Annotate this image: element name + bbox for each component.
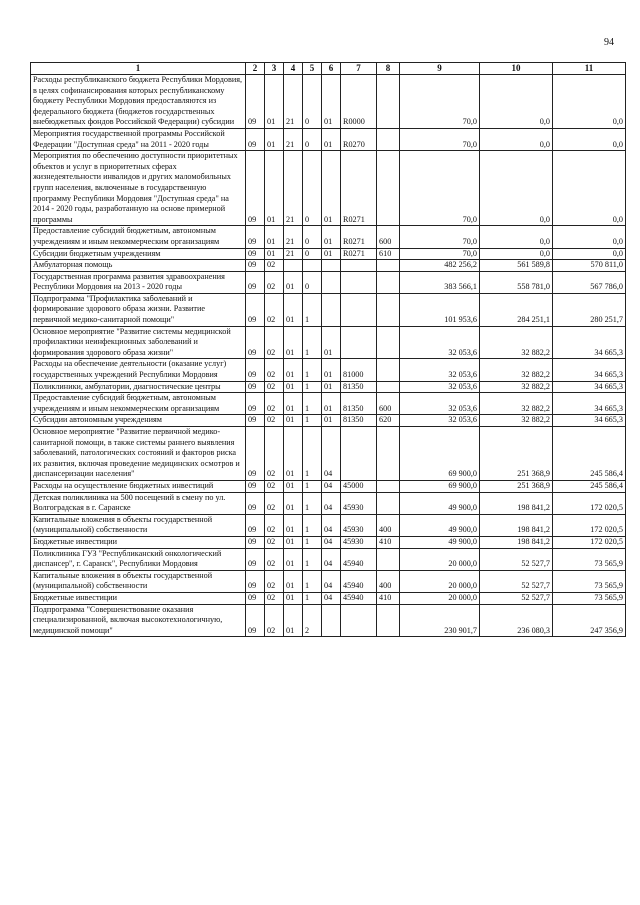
code-cell: 45930	[341, 514, 377, 536]
column-header: 3	[265, 63, 284, 75]
amount-cell: 284 251,1	[480, 293, 553, 326]
amount-cell: 0,0	[553, 128, 626, 150]
code-cell: 45940	[341, 570, 377, 592]
code-cell: 01	[284, 427, 303, 481]
row-name-cell: Основное мероприятие "Развитие системы медицинской профилактики неинфекционных заболеваний и формирования здорового образа жизни"	[31, 326, 246, 359]
code-cell: 01	[265, 128, 284, 150]
row-name-cell: Субсидии автономным учреждениям	[31, 415, 246, 427]
code-cell	[377, 128, 400, 150]
code-cell: 0	[303, 128, 322, 150]
code-cell	[377, 271, 400, 293]
amount-cell: 198 841,2	[480, 492, 553, 514]
row-name-cell: Поликлиника ГУЗ "Республиканский онкологический диспансер", г. Саранск", Республики Мордовия	[31, 548, 246, 570]
code-cell: 09	[246, 248, 265, 260]
table-row	[31, 293, 626, 326]
amount-cell: 567 786,0	[553, 271, 626, 293]
code-cell: 04	[322, 548, 341, 570]
table-row	[31, 260, 626, 272]
row-name-cell: Мероприятия по обеспечению доступности приоритетных объектов и услуг в приоритетных сферах жизнедеятельности инвалидов и других маломобильных групп населения, включенные в государственную программу Республики Мордовия "Доступная среда" на 2014 - 2020 годы, разработанную на основе примерной программы	[31, 151, 246, 226]
amount-cell: 49 900,0	[400, 536, 480, 548]
code-cell: 01	[265, 226, 284, 248]
code-cell	[377, 293, 400, 326]
code-cell: 02	[265, 326, 284, 359]
amount-cell: 561 589,8	[480, 260, 553, 272]
code-cell	[341, 427, 377, 481]
table-row	[31, 415, 626, 427]
code-cell: 04	[322, 570, 341, 592]
code-cell: 02	[265, 381, 284, 393]
code-cell: 21	[284, 75, 303, 129]
code-cell: 02	[265, 415, 284, 427]
code-cell: 09	[246, 271, 265, 293]
amount-cell: 0,0	[480, 226, 553, 248]
column-header: 11	[553, 63, 626, 75]
code-cell	[377, 381, 400, 393]
code-cell	[377, 480, 400, 492]
code-cell: 09	[246, 480, 265, 492]
table-row	[31, 604, 626, 637]
code-cell	[341, 604, 377, 637]
table-row	[31, 271, 626, 293]
code-cell: 0	[303, 151, 322, 226]
amount-cell: 49 900,0	[400, 514, 480, 536]
code-cell: 09	[246, 604, 265, 637]
code-cell: 01	[284, 570, 303, 592]
code-cell: 02	[265, 271, 284, 293]
amount-cell: 0,0	[480, 75, 553, 129]
code-cell: 1	[303, 393, 322, 415]
code-cell	[377, 548, 400, 570]
code-cell: 620	[377, 415, 400, 427]
code-cell: 81350	[341, 381, 377, 393]
code-cell: 610	[377, 248, 400, 260]
amount-cell: 20 000,0	[400, 570, 480, 592]
amount-cell: 251 368,9	[480, 427, 553, 481]
code-cell: 09	[246, 293, 265, 326]
table-row	[31, 548, 626, 570]
code-cell	[284, 260, 303, 272]
code-cell: 0	[303, 248, 322, 260]
row-name-cell: Предоставление субсидий бюджетным, автономным учреждениям и иным некоммерческим организациям	[31, 226, 246, 248]
amount-cell: 32 053,6	[400, 326, 480, 359]
amount-cell: 32 053,6	[400, 359, 480, 381]
amount-cell: 236 080,3	[480, 604, 553, 637]
code-cell	[377, 359, 400, 381]
code-cell	[377, 604, 400, 637]
row-name-cell: Детская поликлиника на 500 посещений в смену по ул. Волгоградская в г. Саранске	[31, 492, 246, 514]
column-header: 2	[246, 63, 265, 75]
row-name-cell: Расходы на осуществление бюджетных инвестиций	[31, 480, 246, 492]
amount-cell: 101 953,6	[400, 293, 480, 326]
code-cell	[322, 293, 341, 326]
amount-cell: 32 882,2	[480, 359, 553, 381]
code-cell: 09	[246, 151, 265, 226]
amount-cell: 32 053,6	[400, 393, 480, 415]
code-cell: 81350	[341, 415, 377, 427]
code-cell: 01	[265, 151, 284, 226]
code-cell: 01	[322, 326, 341, 359]
code-cell: 04	[322, 514, 341, 536]
table-row	[31, 480, 626, 492]
amount-cell: 0,0	[553, 75, 626, 129]
code-cell: 09	[246, 492, 265, 514]
table-row	[31, 427, 626, 481]
column-header: 8	[377, 63, 400, 75]
amount-cell: 34 665,3	[553, 393, 626, 415]
code-cell: 21	[284, 128, 303, 150]
amount-cell: 172 020,5	[553, 514, 626, 536]
code-cell: 0	[303, 226, 322, 248]
code-cell	[322, 260, 341, 272]
code-cell: 1	[303, 381, 322, 393]
code-cell: 01	[284, 480, 303, 492]
table-row	[31, 226, 626, 248]
row-name-cell: Поликлиники, амбулатории, диагностические центры	[31, 381, 246, 393]
amount-cell: 230 901,7	[400, 604, 480, 637]
amount-cell: 52 527,7	[480, 592, 553, 604]
code-cell: 02	[265, 492, 284, 514]
amount-cell: 32 882,2	[480, 381, 553, 393]
amount-cell: 0,0	[480, 248, 553, 260]
table-row	[31, 151, 626, 226]
code-cell: 09	[246, 415, 265, 427]
code-cell	[377, 427, 400, 481]
code-cell: 02	[265, 260, 284, 272]
amount-cell: 0,0	[480, 151, 553, 226]
column-header: 4	[284, 63, 303, 75]
code-cell: 09	[246, 128, 265, 150]
code-cell: 1	[303, 514, 322, 536]
amount-cell: 0,0	[553, 226, 626, 248]
table-body	[31, 75, 626, 637]
code-cell: 600	[377, 393, 400, 415]
amount-cell: 52 527,7	[480, 548, 553, 570]
code-cell	[322, 604, 341, 637]
amount-cell: 70,0	[400, 226, 480, 248]
budget-table	[30, 62, 626, 637]
table-row	[31, 326, 626, 359]
amount-cell: 73 565,9	[553, 570, 626, 592]
code-cell: 01	[284, 592, 303, 604]
code-cell: 2	[303, 604, 322, 637]
code-cell: 01	[284, 415, 303, 427]
code-cell: R0000	[341, 75, 377, 129]
amount-cell: 251 368,9	[480, 480, 553, 492]
code-cell	[377, 260, 400, 272]
code-cell: 01	[322, 248, 341, 260]
code-cell: 01	[322, 128, 341, 150]
code-cell: 02	[265, 359, 284, 381]
table-row	[31, 536, 626, 548]
amount-cell: 69 900,0	[400, 480, 480, 492]
code-cell: 1	[303, 427, 322, 481]
code-cell: 09	[246, 427, 265, 481]
row-name-cell: Расходы республиканского бюджета Республики Мордовия, в целях софинансирования которых республиканскому бюджету Республики Мордовия предоставляются из федерального бюджета (бюджетов государственных внебюджетных фондов Российской Федерации) субсидии	[31, 75, 246, 129]
amount-cell: 34 665,3	[553, 359, 626, 381]
code-cell: 1	[303, 548, 322, 570]
code-cell: 01	[322, 359, 341, 381]
code-cell: 1	[303, 415, 322, 427]
code-cell: 09	[246, 393, 265, 415]
code-cell: R0271	[341, 248, 377, 260]
code-cell: 01	[265, 248, 284, 260]
amount-cell: 20 000,0	[400, 592, 480, 604]
amount-cell: 20 000,0	[400, 548, 480, 570]
code-cell: 01	[322, 415, 341, 427]
code-cell: 02	[265, 480, 284, 492]
code-cell: 1	[303, 359, 322, 381]
row-name-cell: Бюджетные инвестиции	[31, 592, 246, 604]
code-cell	[341, 271, 377, 293]
code-cell: R0271	[341, 226, 377, 248]
code-cell	[322, 271, 341, 293]
amount-cell: 70,0	[400, 248, 480, 260]
column-header: 10	[480, 63, 553, 75]
code-cell: 1	[303, 480, 322, 492]
code-cell: 45930	[341, 536, 377, 548]
row-name-cell: Подпрограмма "Профилактика заболеваний и формирование здорового образа жизни. Развитие первичной медико-санитарной помощи"	[31, 293, 246, 326]
code-cell	[377, 326, 400, 359]
code-cell	[303, 260, 322, 272]
code-cell: 1	[303, 293, 322, 326]
code-cell: 09	[246, 536, 265, 548]
code-cell: 09	[246, 514, 265, 536]
code-cell: 81000	[341, 359, 377, 381]
code-cell: 410	[377, 592, 400, 604]
amount-cell: 172 020,5	[553, 536, 626, 548]
code-cell: 21	[284, 248, 303, 260]
column-header: 1	[31, 63, 246, 75]
code-cell: 09	[246, 75, 265, 129]
code-cell: 02	[265, 548, 284, 570]
code-cell: 0	[303, 75, 322, 129]
code-cell	[341, 326, 377, 359]
table-row	[31, 393, 626, 415]
amount-cell: 245 586,4	[553, 480, 626, 492]
table-row	[31, 359, 626, 381]
amount-cell: 70,0	[400, 75, 480, 129]
amount-cell: 383 566,1	[400, 271, 480, 293]
table-row	[31, 492, 626, 514]
table-row	[31, 248, 626, 260]
row-name-cell: Бюджетные инвестиции	[31, 536, 246, 548]
amount-cell: 0,0	[553, 151, 626, 226]
code-cell: 45930	[341, 492, 377, 514]
code-cell: 01	[284, 548, 303, 570]
amount-cell: 69 900,0	[400, 427, 480, 481]
code-cell: R0270	[341, 128, 377, 150]
code-cell: 01	[284, 293, 303, 326]
table-row	[31, 570, 626, 592]
amount-cell: 34 665,3	[553, 381, 626, 393]
amount-cell: 32 053,6	[400, 381, 480, 393]
code-cell: 01	[322, 393, 341, 415]
table-row	[31, 514, 626, 536]
code-cell: 04	[322, 592, 341, 604]
code-cell: 01	[322, 381, 341, 393]
code-cell: 1	[303, 536, 322, 548]
amount-cell: 34 665,3	[553, 326, 626, 359]
amount-cell: 32 882,2	[480, 415, 553, 427]
row-name-cell: Капитальные вложения в объекты государственной (муниципальной) собственности	[31, 514, 246, 536]
code-cell: 01	[322, 226, 341, 248]
amount-cell: 245 586,4	[553, 427, 626, 481]
code-cell: 1	[303, 570, 322, 592]
code-cell: 01	[322, 75, 341, 129]
code-cell: 81350	[341, 393, 377, 415]
code-cell: 1	[303, 492, 322, 514]
row-name-cell: Основное мероприятие "Развитие первичной медико-санитарной помощи, в также системы раннего выявления заболеваний, патологических состояний и факторов риска их развития, включая проведение медицинских осмотров и диспансеризации населения"	[31, 427, 246, 481]
amount-cell: 32 882,2	[480, 326, 553, 359]
amount-cell: 558 781,0	[480, 271, 553, 293]
table-row	[31, 592, 626, 604]
amount-cell: 34 665,3	[553, 415, 626, 427]
code-cell: 01	[284, 604, 303, 637]
code-cell: 21	[284, 151, 303, 226]
code-cell: 01	[284, 359, 303, 381]
row-name-cell: Капитальные вложения в объекты государственной (муниципальной) собственности	[31, 570, 246, 592]
amount-cell: 198 841,2	[480, 514, 553, 536]
code-cell: 09	[246, 592, 265, 604]
row-name-cell: Подпрограмма "Совершенствование оказания специализированной, включая высокотехнологичную, медицинской помощи"	[31, 604, 246, 637]
code-cell: 09	[246, 359, 265, 381]
column-header: 6	[322, 63, 341, 75]
row-name-cell: Мероприятия государственной программы Российской Федерации "Доступная среда" на 2011 - 2020 годы	[31, 128, 246, 150]
amount-cell: 198 841,2	[480, 536, 553, 548]
code-cell: 04	[322, 427, 341, 481]
code-cell: 1	[303, 326, 322, 359]
code-cell: 01	[284, 393, 303, 415]
code-cell	[341, 293, 377, 326]
code-cell: 04	[322, 480, 341, 492]
row-name-cell: Амбулаторная помощь	[31, 260, 246, 272]
code-cell: 09	[246, 548, 265, 570]
table-row	[31, 75, 626, 129]
amount-cell: 570 811,0	[553, 260, 626, 272]
amount-cell: 73 565,9	[553, 592, 626, 604]
amount-cell: 0,0	[553, 248, 626, 260]
code-cell: 04	[322, 492, 341, 514]
code-cell: 45000	[341, 480, 377, 492]
column-header: 7	[341, 63, 377, 75]
code-cell: 02	[265, 536, 284, 548]
code-cell	[377, 151, 400, 226]
code-cell: 02	[265, 570, 284, 592]
header-row	[31, 63, 626, 75]
code-cell: 400	[377, 514, 400, 536]
amount-cell: 0,0	[480, 128, 553, 150]
code-cell: 400	[377, 570, 400, 592]
code-cell: 01	[284, 271, 303, 293]
amount-cell: 32 053,6	[400, 415, 480, 427]
code-cell: 01	[284, 492, 303, 514]
code-cell	[377, 492, 400, 514]
code-cell: 45940	[341, 592, 377, 604]
code-cell: 02	[265, 604, 284, 637]
code-cell: 01	[322, 151, 341, 226]
code-cell: 02	[265, 592, 284, 604]
code-cell: 09	[246, 260, 265, 272]
code-cell: 01	[265, 75, 284, 129]
row-name-cell: Субсидии бюджетным учреждениям	[31, 248, 246, 260]
amount-cell: 70,0	[400, 128, 480, 150]
code-cell: 01	[284, 536, 303, 548]
code-cell: R0271	[341, 151, 377, 226]
code-cell: 600	[377, 226, 400, 248]
code-cell: 410	[377, 536, 400, 548]
code-cell: 02	[265, 393, 284, 415]
page-number: 94	[604, 37, 614, 48]
amount-cell: 49 900,0	[400, 492, 480, 514]
column-header: 9	[400, 63, 480, 75]
row-name-cell: Предоставление субсидий бюджетным, автономным учреждениям и иным некоммерческим организациям	[31, 393, 246, 415]
amount-cell: 482 256,2	[400, 260, 480, 272]
code-cell: 1	[303, 592, 322, 604]
code-cell: 09	[246, 326, 265, 359]
code-cell: 09	[246, 226, 265, 248]
column-header: 5	[303, 63, 322, 75]
code-cell: 02	[265, 514, 284, 536]
amount-cell: 70,0	[400, 151, 480, 226]
amount-cell: 172 020,5	[553, 492, 626, 514]
code-cell	[377, 75, 400, 129]
row-name-cell: Расходы на обеспечение деятельности (оказание услуг) государственных учреждений Республики Мордовия	[31, 359, 246, 381]
code-cell: 0	[303, 271, 322, 293]
amount-cell: 280 251,7	[553, 293, 626, 326]
code-cell: 02	[265, 293, 284, 326]
code-cell: 09	[246, 381, 265, 393]
amount-cell: 52 527,7	[480, 570, 553, 592]
amount-cell: 73 565,9	[553, 548, 626, 570]
amount-cell: 32 882,2	[480, 393, 553, 415]
code-cell	[341, 260, 377, 272]
code-cell: 09	[246, 570, 265, 592]
code-cell: 45940	[341, 548, 377, 570]
code-cell: 01	[284, 381, 303, 393]
code-cell: 04	[322, 536, 341, 548]
amount-cell: 247 356,9	[553, 604, 626, 637]
table-row	[31, 128, 626, 150]
table-row	[31, 381, 626, 393]
code-cell: 21	[284, 226, 303, 248]
code-cell: 02	[265, 427, 284, 481]
code-cell: 01	[284, 326, 303, 359]
row-name-cell: Государственная программа развития здравоохранения Республики Мордовия на 2013 - 2020 годы	[31, 271, 246, 293]
code-cell: 01	[284, 514, 303, 536]
